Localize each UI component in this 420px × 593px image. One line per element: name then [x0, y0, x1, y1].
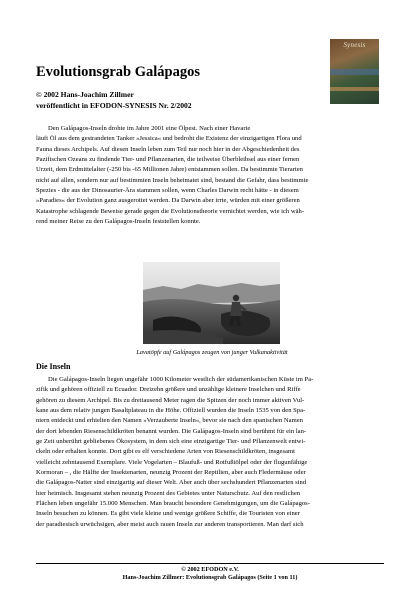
copyright-line: © 2002 Hans-Joachim Zillmer: [36, 90, 134, 99]
text-line: gehören zu diesem Archipel. Bis zu dreitausend Meter ragen die Spitzen der noch immer aktiven Vul-: [36, 396, 305, 404]
section-heading: Die Inseln: [36, 362, 71, 371]
text-line: Pazifischen Ozeans zu findende Tier- und Pflanzenarten, die teilweise Überbleibsel aus einer fernen: [36, 156, 300, 164]
cover-graphic-band: [330, 69, 379, 75]
text-line: hier heimisch. Insgesamt stehen neunzig Prozent des Gebietes unter Naturschutz. Auf den restlichen: [36, 489, 301, 497]
photo-caption: Lavatöpfe auf Galápagos zeugen von junger Vulkanaktivität: [136, 349, 288, 356]
text-line: Katastrophe schlagende Beweise gerade gegen die Evolutionstheorie vernichtet werden, wie ich wäh-: [36, 207, 305, 215]
cover-graphic-band-lower: [330, 87, 379, 91]
publication-line: veröffentlicht in EFODON-SYNESIS Nr. 2/2002: [36, 100, 192, 110]
article-title: Evolutionsgrab Galápagos: [36, 64, 200, 80]
text-line: ge Zeit unberührt gebliebenes Ökosystem, in dem sich eine einzigartige Tier- und Pflanzenwelt entwi-: [36, 438, 306, 446]
magazine-cover-title: Synesis: [343, 41, 366, 49]
text-line: die Galápagos-Natter sind einzigartig auf dieser Welt. Aber auch über sechshundert Pflanzenarten sind: [36, 479, 307, 487]
lava-photo: [143, 262, 280, 344]
text-line: Spezies - die aus der Dinosaurier-Ära stammen sollen, wenn Charles Darwin recht hätte - in diesem: [36, 187, 299, 195]
footer-page-info: Hans-Joachim Zillmer: Evolutionsgrab Galápagos (Seite 1 von 11): [122, 574, 298, 582]
text-line: Inseln besuchen zu können. Es gibt viele kleine und wenige größere Schiffe, die Touristen von einer: [36, 510, 300, 518]
text-line: nicht auf allen, sondern nur auf bestimmten Inseln beheimatet sind, bestand die Gefahr, dass bestimmte: [36, 176, 309, 184]
text-line: Kormoran – , die Hälfte der Insektenarten, neunzig Prozent der Reptilien, aber auch Fledermäuse oder: [36, 469, 306, 477]
text-line: Urzeit, dem Erdmittelalter (-250 bis -65 Millionen Jahre) entstammen sollen. Da bestimmte Tierarten: [36, 166, 303, 174]
section-paragraph: [36, 375, 384, 530]
text-line: vielleicht zehntausend Exemplare. Viele Vogelarten – Blaufuß- und Rotfußtölpel oder der flugunfähige: [36, 458, 308, 466]
article-meta: [36, 90, 192, 111]
text-line: läuft Öl aus dem gestrandeten Tanker »Jessica« und bedroht die Existenz der einzigartigen Flora und: [36, 135, 302, 143]
text-line: »Paradies« der Evolution ganz ausgerottet werden. Da Darwin aber irrte, würden mit einer größeren: [36, 197, 300, 205]
text-line: zifik und gehören offiziell zu Ecuador. Dreizehn größere und unzählige kleinere Inselchen und Riffe: [36, 386, 301, 394]
lava-photo-image: [143, 262, 280, 344]
magazine-cover-thumbnail: [330, 39, 379, 104]
intro-paragraph: [36, 124, 384, 227]
text-line: Fauna dieses Archipels. Auf diesen Inseln leben zum Teil nur noch hier in der Abgeschiedenheit des: [36, 145, 300, 153]
text-line: kane aus dem relativ jungen Basaltplateau in die Höhe. Offiziell wurden die Inseln 1535 von den Spa-: [36, 407, 306, 415]
page-footer: [36, 566, 384, 583]
text-line: niern entdeckt und erhielten den Namen »Verzauberte Inseln«, bevor sie nach den spanischen Namen: [36, 417, 303, 425]
text-line: Die Galápagos-Inseln liegen ungefähr 1000 Kilometer westlich der südamerikanischen Küste im Pa-: [48, 376, 314, 383]
text-line: der dort lebenden Riesenschildkröten benannt wurden. Die Galápagos-Inseln sind berühmt für ein lan-: [36, 427, 307, 435]
text-line: rend meiner Reise zu den Galápagos-Inseln feststellen konnte.: [36, 218, 201, 226]
footer-divider: [36, 563, 384, 564]
footer-copyright: © 2002 EFODON e.V.: [181, 566, 239, 573]
text-line: Flächen leben ungefähr 15.000 Menschen. Man braucht besondere Genehmigungen, um die Galápagos-: [36, 500, 310, 508]
text-line: Den Galápagos-Inseln drohte im Jahre 2001 eine Ölpest. Nach einer Havarie: [48, 125, 251, 132]
text-line: der paradiesisch urwüchsigen, aber meist auch rauen Inseln zur anderen transportieren. Man darf sich: [36, 520, 304, 528]
text-line: ckeln oder erhalten konnte. Dort gibt es elf verschiedene Arten von Riesenschildkröten, insgesamt: [36, 448, 295, 456]
